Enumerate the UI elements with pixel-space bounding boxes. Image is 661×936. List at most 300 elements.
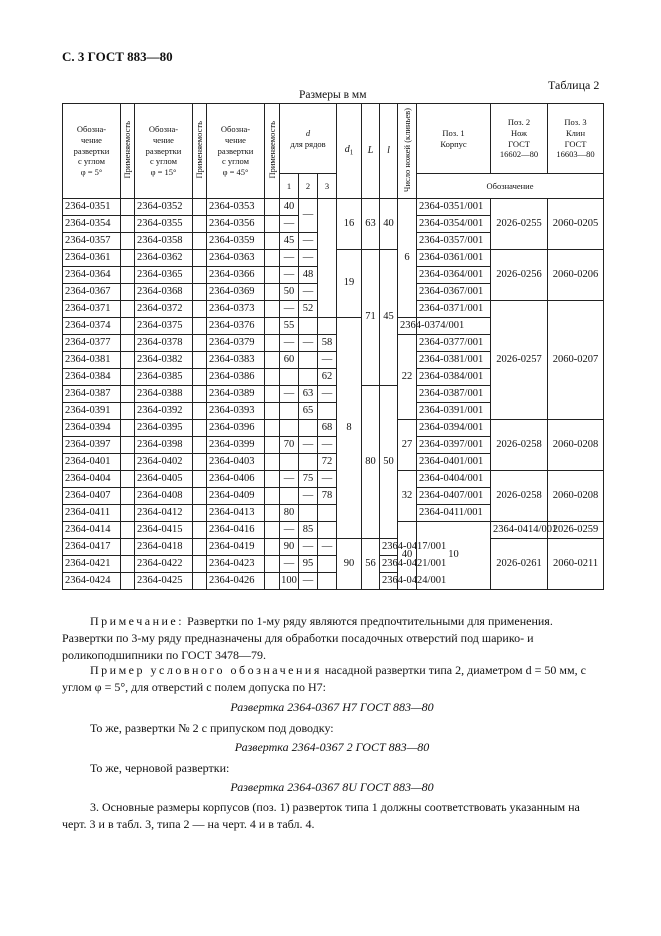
table-cell: 2364-0425 — [135, 573, 193, 590]
example-text: насадной развертки типа 2, диаметром d = 50 мм, с углом φ = 5°, для отверстий с полем допуска по Н7: — [62, 663, 586, 694]
table-cell: — — [299, 573, 318, 590]
header-text: чение — [153, 135, 174, 146]
table-cell: 62 — [318, 369, 337, 386]
table-cell — [280, 488, 299, 505]
table-cell — [121, 301, 135, 318]
header-text: d — [305, 127, 311, 138]
table-cell: 50 — [380, 386, 398, 539]
table-cell: — — [299, 488, 318, 505]
table-cell — [265, 199, 280, 216]
col-pos3 — [548, 104, 604, 174]
table-cell: 2060-0208 — [548, 420, 604, 471]
table-cell: 2364-0401 — [63, 454, 121, 471]
header-text: ГОСТ — [508, 138, 530, 149]
table-cell: 56 — [362, 539, 380, 590]
col-designation: Обозначение — [417, 174, 604, 199]
table-cell — [193, 454, 207, 471]
table-cell: 2364-0393 — [207, 403, 265, 420]
table-cell — [193, 352, 207, 369]
table-cell: — — [299, 335, 318, 352]
table-cell: 2364-0361 — [63, 250, 121, 267]
table-cell — [121, 437, 135, 454]
table-cell: 2364-0416 — [207, 522, 265, 539]
table-cell: 2364-0367 — [63, 284, 121, 301]
table-cell: 27 — [398, 420, 417, 471]
table-cell: 63 — [362, 199, 380, 250]
reamer-table — [62, 103, 604, 590]
table-cell: 2364-0366 — [207, 267, 265, 284]
table-cell: 72 — [318, 454, 337, 471]
table-cell — [193, 437, 207, 454]
col-knives — [398, 104, 417, 199]
header-text: развертки — [73, 145, 110, 156]
header-text: с углом — [222, 156, 249, 167]
table-cell: 2026-0257 — [491, 301, 548, 420]
table-cell — [299, 420, 318, 437]
table-cell: 2364-0382 — [135, 352, 193, 369]
table-cell — [265, 216, 280, 233]
header-text: 1 — [349, 148, 354, 157]
table-cell: — — [318, 437, 337, 454]
table-cell: 2364-0365 — [135, 267, 193, 284]
table-label: Таблица 2 — [548, 78, 600, 92]
table-cell — [265, 301, 280, 318]
table-cell: 40 — [280, 199, 299, 216]
table-cell: 2364-0422 — [135, 556, 193, 573]
table-cell: 2060-0207 — [548, 301, 604, 420]
table-cell: 2364-0354/001 — [417, 216, 491, 233]
table-cell: 2364-0412 — [135, 505, 193, 522]
header-text: развертки — [217, 145, 254, 156]
table-cell: 2364-0392 — [135, 403, 193, 420]
table-cell — [299, 352, 318, 369]
header-text: 16602—80 — [499, 149, 539, 160]
example-text-3: То же, черновой развертки: — [90, 761, 230, 775]
table-cell — [280, 420, 299, 437]
table-cell: 2364-0404 — [63, 471, 121, 488]
table-cell: 2364-0374/001 — [398, 318, 417, 335]
table-cell: 2364-0359 — [207, 233, 265, 250]
table-cell: 70 — [280, 437, 299, 454]
header-text: Поз. 1 — [442, 127, 465, 138]
table-cell: 2364-0424 — [63, 573, 121, 590]
table-cell: 90 — [337, 539, 362, 590]
table-cell — [299, 369, 318, 386]
table-cell — [193, 216, 207, 233]
table-cell: 45 — [380, 250, 398, 386]
col-designation-5 — [63, 104, 121, 199]
table-cell — [193, 403, 207, 420]
table-cell — [121, 505, 135, 522]
example-text-2: То же, развертки № 2 с припуском под доводку: — [90, 721, 334, 735]
table-cell — [265, 250, 280, 267]
table-cell: 63 — [299, 386, 318, 403]
col-designation-15 — [135, 104, 193, 199]
header-text: Поз. 3 — [564, 117, 587, 128]
table-cell — [121, 369, 135, 386]
table-cell — [121, 403, 135, 420]
table-cell: 2364-0363 — [207, 250, 265, 267]
table-cell: — — [280, 301, 299, 318]
example-label: Пример условного обозначения — [90, 663, 322, 677]
header-text: ГОСТ — [564, 138, 587, 149]
table-cell: 75 — [299, 471, 318, 488]
header-text: чение — [81, 135, 102, 146]
col-applic-3 — [265, 104, 280, 199]
table-cell: 2026-0261 — [491, 539, 548, 590]
table-cell: 2364-0385 — [135, 369, 193, 386]
table-cell: — — [299, 539, 318, 556]
col-l — [380, 104, 398, 199]
table-cell: 2364-0391 — [63, 403, 121, 420]
table-cell — [121, 250, 135, 267]
table-cell — [193, 233, 207, 250]
table-cell: 40 — [398, 522, 417, 590]
table-cell: 2364-0414/001 — [491, 522, 548, 539]
header-text: Число ножей (клиньев) — [401, 107, 412, 192]
col-L — [362, 104, 380, 199]
table-cell: 2364-0426 — [207, 573, 265, 590]
table-cell: — — [280, 556, 299, 573]
table-cell: — — [299, 250, 318, 267]
table-row — [63, 471, 604, 488]
table-cell: 2364-0377 — [63, 335, 121, 352]
table-cell — [193, 471, 207, 488]
table-cell — [121, 352, 135, 369]
table-cell: 2364-0353 — [207, 199, 265, 216]
table-cell: 48 — [299, 267, 318, 284]
example-formula-1: Развертка 2364-0367 Н7 ГОСТ 883—80 — [230, 700, 434, 714]
table-cell: 2364-0384/001 — [417, 369, 491, 386]
table-cell — [121, 335, 135, 352]
table-cell — [318, 403, 337, 420]
table-cell — [193, 573, 207, 590]
header-text: Нож — [511, 127, 528, 138]
table-cell: 2364-0389 — [207, 386, 265, 403]
table-cell: 2364-0387/001 — [417, 386, 491, 403]
table-cell: 2364-0356 — [207, 216, 265, 233]
header-text: чение — [225, 135, 246, 146]
table-cell: 2364-0415 — [135, 522, 193, 539]
table-cell: 71 — [362, 250, 380, 386]
table-cell: 19 — [337, 250, 362, 318]
table-cell: 2364-0413 — [207, 505, 265, 522]
table-cell — [265, 386, 280, 403]
table-cell: 2364-0399 — [207, 437, 265, 454]
table-cell — [299, 454, 318, 471]
table-cell — [121, 522, 135, 539]
table-cell: 2364-0351 — [63, 199, 121, 216]
table-cell: 2364-0396 — [207, 420, 265, 437]
table-cell: 2364-0351/001 — [417, 199, 491, 216]
table-cell: 2364-0387 — [63, 386, 121, 403]
header-text: L — [367, 144, 374, 156]
col-designation-45 — [207, 104, 265, 199]
table-cell — [265, 267, 280, 284]
header-text: Применяемость — [194, 120, 205, 179]
table-cell: 2364-0421/001 — [380, 556, 398, 573]
table-cell: — — [280, 250, 299, 267]
table-cell — [280, 369, 299, 386]
table-cell: 2364-0381 — [63, 352, 121, 369]
table-cell: 2364-0408 — [135, 488, 193, 505]
table-cell: 2060-0208 — [548, 471, 604, 522]
table-cell: 2026-0258 — [491, 471, 548, 522]
table-cell — [193, 505, 207, 522]
table-cell: — — [280, 471, 299, 488]
col-d — [280, 104, 337, 174]
table-cell: 2364-0406 — [207, 471, 265, 488]
table-cell: — — [280, 522, 299, 539]
header-text: Поз. 2 — [507, 117, 531, 128]
table-cell: 2060-0211 — [548, 539, 604, 590]
table-cell: — — [299, 284, 318, 301]
table-cell — [265, 539, 280, 556]
table-cell — [121, 233, 135, 250]
table-cell: 60 — [280, 352, 299, 369]
table-cell: 2364-0397 — [63, 437, 121, 454]
table-cell: 80 — [362, 386, 380, 539]
table-cell: 65 — [299, 403, 318, 420]
table-cell — [121, 318, 135, 335]
table-cell — [318, 318, 337, 335]
table-cell — [265, 488, 280, 505]
table-cell: 2026-0259 — [548, 522, 604, 539]
table-cell — [265, 369, 280, 386]
table-cell — [121, 556, 135, 573]
table-cell: 2364-0355 — [135, 216, 193, 233]
table-cell: 90 — [280, 539, 299, 556]
note-label: Примечание: — [90, 614, 185, 628]
table-cell: 2364-0357/001 — [417, 233, 491, 250]
header-text: 16603—80 — [556, 149, 595, 160]
table-cell: 50 — [280, 284, 299, 301]
table-cell: — — [280, 386, 299, 403]
table-cell: 2364-0411/001 — [417, 505, 491, 522]
table-cell: 2364-0376 — [207, 318, 265, 335]
table-cell: 2364-0414 — [63, 522, 121, 539]
header-text: l — [387, 144, 390, 156]
table-cell — [121, 471, 135, 488]
table-cell: 2364-0358 — [135, 233, 193, 250]
table-cell — [265, 335, 280, 352]
table-cell: 2364-0362 — [135, 250, 193, 267]
table-cell — [265, 420, 280, 437]
header-text: φ = 45° — [222, 166, 249, 177]
col-pos2 — [491, 104, 548, 174]
table-cell: 68 — [318, 420, 337, 437]
table-cell: 2364-0373 — [207, 301, 265, 318]
table-cell: 2364-0407 — [63, 488, 121, 505]
table-cell: 2364-0401/001 — [417, 454, 491, 471]
header-text: для рядов — [290, 138, 326, 149]
table-cell: 2364-0352 — [135, 199, 193, 216]
table-cell: 8 — [337, 318, 362, 539]
table-cell: 2364-0375 — [135, 318, 193, 335]
table-cell — [318, 556, 337, 573]
table-cell — [265, 403, 280, 420]
table-cell: 2364-0369 — [207, 284, 265, 301]
table-cell — [265, 284, 280, 301]
sizes-note: Размеры в мм — [299, 89, 367, 101]
table-cell: 2364-0354 — [63, 216, 121, 233]
table-cell: 2026-0256 — [491, 250, 548, 301]
table-cell: 2364-0419 — [207, 539, 265, 556]
table-cell: 2364-0397/001 — [417, 437, 491, 454]
table-cell: 2364-0371 — [63, 301, 121, 318]
col-r2: 2 — [299, 174, 318, 199]
table-cell — [121, 216, 135, 233]
table-cell: 2364-0394 — [63, 420, 121, 437]
table-cell: 2364-0409 — [207, 488, 265, 505]
table-cell — [318, 505, 337, 522]
table-cell: 55 — [280, 318, 299, 335]
table-cell: 2364-0357 — [63, 233, 121, 250]
table-cell: 2060-0205 — [548, 199, 604, 250]
table-cell: 2364-0388 — [135, 386, 193, 403]
table-cell: 2364-0411 — [63, 505, 121, 522]
section-3-paragraph: 3. Основные размеры корпусов (поз. 1) разверток типа 1 должны соответствовать указанным на черт. 3 и в табл. 3, типа 2 — на черт. 4 и в табл. 4. — [62, 800, 580, 831]
col-pos1 — [417, 104, 491, 174]
table-cell: 32 — [398, 471, 417, 522]
table-cell — [193, 556, 207, 573]
table-cell: 2364-0381/001 — [417, 352, 491, 369]
table-cell: 2364-0378 — [135, 335, 193, 352]
table-cell: 2364-0383 — [207, 352, 265, 369]
table-cell — [193, 267, 207, 284]
header-text: Обозна- — [76, 124, 107, 135]
table-cell — [193, 522, 207, 539]
header-text: Применяемость — [266, 120, 277, 179]
table-cell: 22 — [398, 335, 417, 420]
table-cell — [121, 386, 135, 403]
table-cell — [265, 573, 280, 590]
table-cell: 2364-0374 — [63, 318, 121, 335]
table-cell: 2364-0418 — [135, 539, 193, 556]
table-cell: 2364-0404/001 — [417, 471, 491, 488]
table-cell — [193, 318, 207, 335]
table-cell: 2364-0394/001 — [417, 420, 491, 437]
table-cell: 6 — [398, 199, 417, 318]
col-r3: 3 — [318, 174, 337, 199]
example-formula-2: Развертка 2364-0367 2 ГОСТ 883—80 — [234, 740, 430, 754]
table-cell: — — [280, 216, 299, 233]
table-cell: — — [318, 539, 337, 556]
table-cell — [121, 284, 135, 301]
table-cell: 2364-0384 — [63, 369, 121, 386]
header-text: с углом — [150, 156, 177, 167]
table-cell: — — [299, 199, 318, 233]
table-cell: 2364-0391/001 — [417, 403, 491, 420]
table-cell: 2364-0379 — [207, 335, 265, 352]
table-cell: 2364-0405 — [135, 471, 193, 488]
col-applic-2 — [193, 104, 207, 199]
table-cell: — — [318, 471, 337, 488]
table-cell: 40 — [380, 199, 398, 250]
example-formula-3: Развертка 2364-0367 8U ГОСТ 883—80 — [230, 780, 434, 794]
table-cell — [193, 301, 207, 318]
header-text: φ = 5° — [80, 166, 103, 177]
table-cell: 2364-0398 — [135, 437, 193, 454]
table-row — [63, 522, 604, 539]
table-cell — [193, 420, 207, 437]
table-cell — [265, 522, 280, 539]
table-cell: — — [299, 233, 318, 250]
table-cell: 2364-0407/001 — [417, 488, 491, 505]
table-cell: 2364-0377/001 — [417, 335, 491, 352]
header-text: Обозна- — [220, 124, 251, 135]
table-row — [63, 539, 604, 556]
table-cell — [280, 403, 299, 420]
table-cell — [193, 284, 207, 301]
table-cell — [193, 250, 207, 267]
table-cell — [121, 573, 135, 590]
table-cell: 2364-0402 — [135, 454, 193, 471]
table-cell — [318, 522, 337, 539]
table-cell: — — [280, 267, 299, 284]
table-cell — [193, 488, 207, 505]
table-cell: 2364-0421 — [63, 556, 121, 573]
header-text: Корпус — [440, 138, 467, 149]
table-cell — [121, 488, 135, 505]
table-cell: 10 — [417, 522, 491, 590]
table-cell: 78 — [318, 488, 337, 505]
table-cell — [265, 556, 280, 573]
table-cell — [121, 454, 135, 471]
col-applic-1 — [121, 104, 135, 199]
table-cell: 95 — [299, 556, 318, 573]
table-cell: 2364-0372 — [135, 301, 193, 318]
note-text: Развертки по 1-му ряду являются предпочтительными для применения. Развертки по 3-му ряду предназначены для обработки посадочных отверстий под шарико- и роликоподшипники по ГОСТ 3478—79. — [62, 614, 553, 662]
table-row — [63, 420, 604, 437]
table-cell: 2364-0367/001 — [417, 284, 491, 301]
table-cell — [121, 539, 135, 556]
header-text: d — [344, 144, 350, 156]
table-cell — [193, 199, 207, 216]
header-text: развертки — [145, 145, 182, 156]
table-cell: — — [318, 386, 337, 403]
table-cell: 45 — [280, 233, 299, 250]
table-cell — [299, 505, 318, 522]
table-cell: 52 — [299, 301, 318, 318]
note-paragraph — [62, 613, 602, 664]
table-cell — [280, 454, 299, 471]
table-cell: 2364-0423 — [207, 556, 265, 573]
table-cell — [265, 505, 280, 522]
table-cell: 2364-0424/001 — [380, 573, 398, 590]
col-d1 — [337, 104, 362, 199]
table-cell: 2364-0361/001 — [417, 250, 491, 267]
table-cell — [265, 233, 280, 250]
table-cell: 2364-0403 — [207, 454, 265, 471]
table-cell: 100 — [280, 573, 299, 590]
table-cell: 2026-0258 — [491, 420, 548, 471]
table-cell — [265, 318, 280, 335]
table-cell: 2364-0386 — [207, 369, 265, 386]
header-text: с углом — [78, 156, 105, 167]
example-paragraph — [62, 662, 602, 696]
table-cell — [318, 199, 337, 318]
table-cell — [265, 454, 280, 471]
table-cell: 58 — [318, 335, 337, 352]
header-text: φ = 15° — [150, 166, 177, 177]
page-header: С. 3 ГОСТ 883—80 — [62, 49, 173, 64]
table-cell — [121, 420, 135, 437]
table-cell — [318, 573, 337, 590]
table-cell: 85 — [299, 522, 318, 539]
col-r1: 1 — [280, 174, 299, 199]
table-cell: 2364-0364/001 — [417, 267, 491, 284]
